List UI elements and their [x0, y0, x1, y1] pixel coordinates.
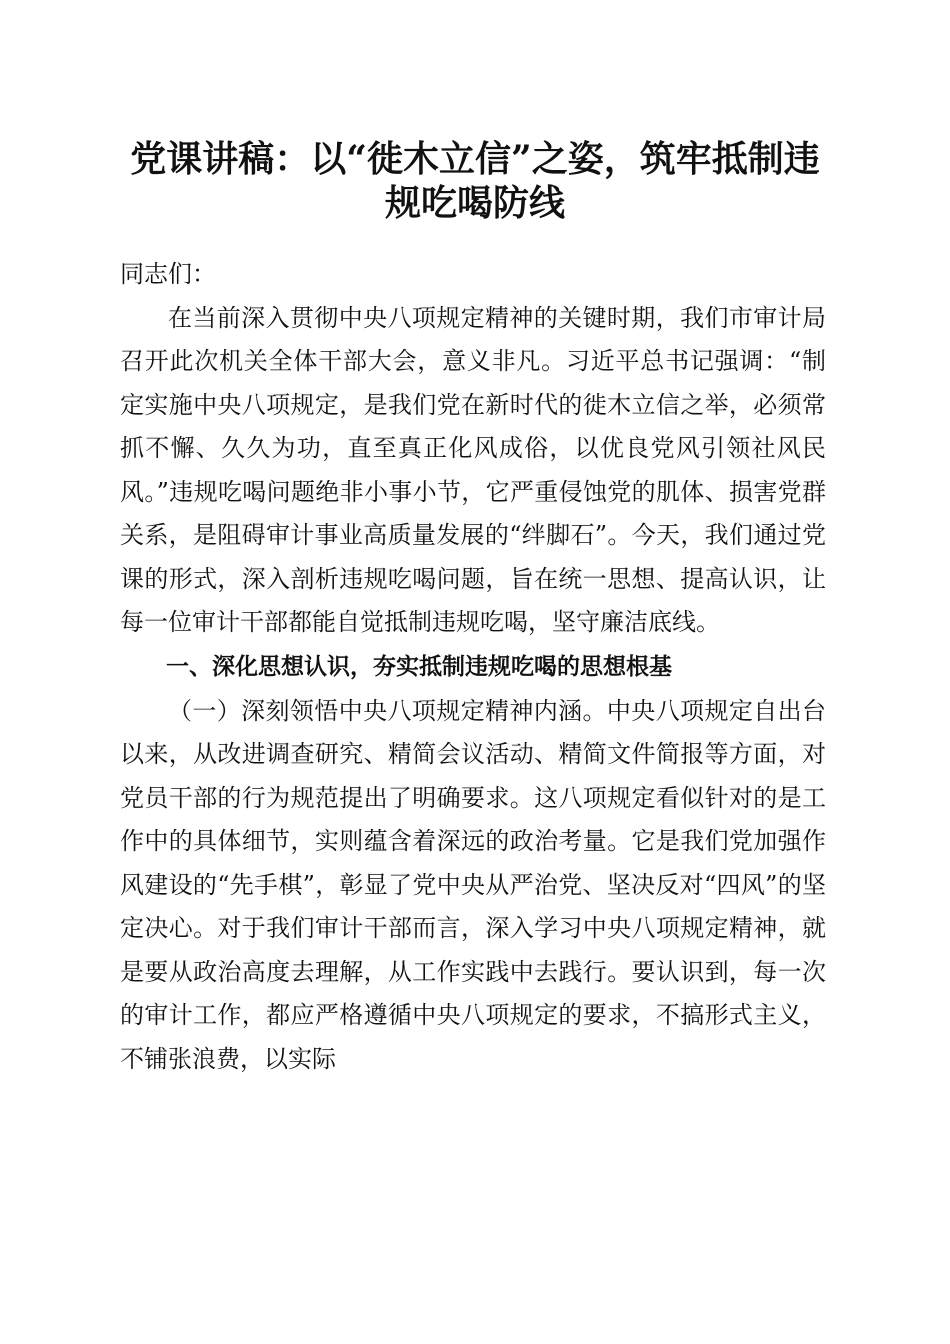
- subsection-1-label: （一）深刻领悟中央八项规定精神内涵。: [168, 696, 607, 725]
- section-1-heading: 一、深化思想认识，夯实抵制违规吃喝的思想根基: [166, 653, 672, 680]
- document-title: [110, 137, 840, 225]
- salutation: 同志们：: [120, 260, 216, 288]
- subsection-1-text: 中央八项规定自出台以来，从改进调查研究、精简会议活动、精简文件简报等方面，对党员干部的行为规范提出了明确要求。这八项规定看似针对的是工作中的具体细节，实则蕴含着深远的政治考量。它是我们党加强作风建设的“先手棋”，彰显了党中央从严治党、坚决反对“四风”的坚定决心。对于我们审计干部而言，深入学习中央八项规定精神，就是要从政治高度去理解，从工作实践中去践行。要认识到，每一次的审计工作，都应严格遵循中央八项规定的要求，不搞形式主义，不铺张浪费，以实际: [120, 696, 826, 1073]
- subsection-1-paragraph: [120, 690, 826, 1082]
- title-line-2: 规吃喝防线: [384, 182, 565, 224]
- intro-paragraph: 在当前深入贯彻中央八项规定精神的关键时期，我们市审计局召开此次机关全体干部大会，意义非凡。习近平总书记强调：“制定实施中央八项规定，是我们党在新时代的徙木立信之举，必须常抓不懈、久久为功，直至真正化风成俗，以优良党风引领社风民风。”违规吃喝问题绝非小事小节，它严重侵蚀党的肌体、损害党群关系，是阻碍审计事业高质量发展的“绊脚石”。今天，我们通过党课的形式，深入剖析违规吃喝问题，旨在统一思想、提高认识，让每一位审计干部都能自觉抵制违规吃喝，坚守廉洁底线。: [120, 303, 826, 636]
- title-line-1: 党课讲稿：以“徙木立信”之姿，筑牢抵制违: [130, 138, 820, 180]
- document-body: [120, 253, 826, 1081]
